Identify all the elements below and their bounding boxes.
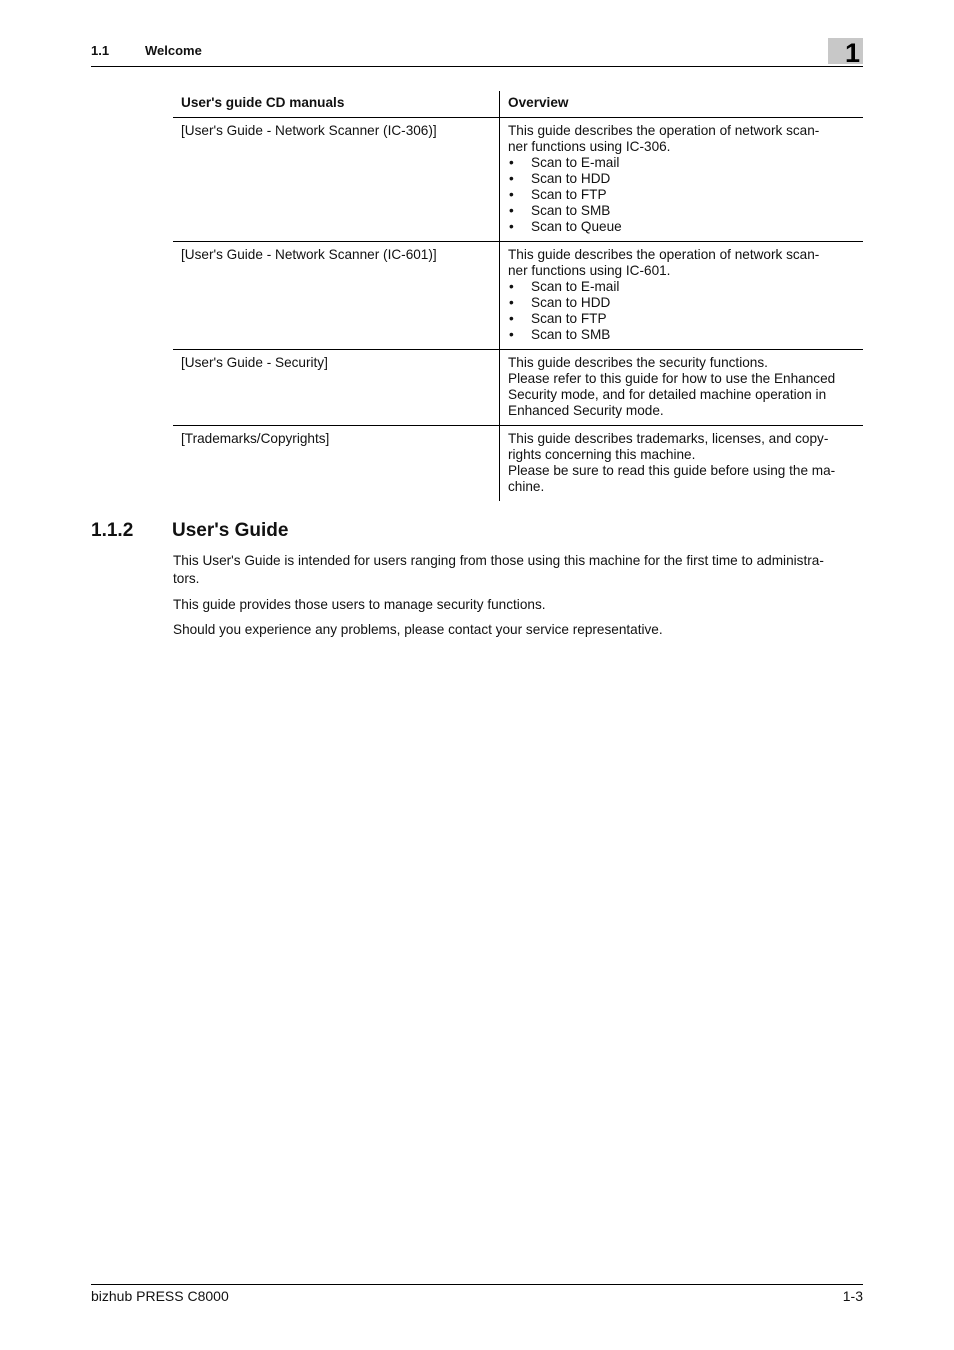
overview-cell (500, 350, 864, 426)
footer-page-number: 1-3 (842, 1288, 863, 1304)
table-row (173, 118, 863, 242)
table-header-row (173, 91, 863, 118)
table-row (173, 242, 863, 350)
bullet-item: • Scan to HDD (508, 295, 855, 311)
overview-line: ner functions using IC-601. (508, 263, 671, 278)
manual-name-cell: [User's Guide - Network Scanner (IC-306)] (173, 118, 500, 242)
column-header-manuals: User's guide CD manuals (173, 91, 500, 118)
overview-cell (500, 242, 864, 350)
overview-line: This guide describes trademarks, licenses, and copy- (508, 431, 829, 446)
manuals-table (173, 91, 863, 501)
header-section-number: 1.1 (91, 43, 110, 58)
overview-line: Please refer to this guide for how to use the Enhanced (508, 371, 836, 386)
table-row (173, 426, 863, 502)
page-header (91, 36, 863, 67)
column-header-overview: Overview (500, 91, 864, 118)
bullet-item: • Scan to FTP (508, 187, 855, 203)
overview-line: ner functions using IC-306. (508, 139, 671, 154)
bullet-item: • Scan to E-mail (508, 279, 855, 295)
footer-product-name: bizhub PRESS C8000 (91, 1288, 229, 1304)
paragraph-contact: Should you experience any problems, please contact your service representative. (173, 622, 663, 637)
section-title: User's Guide (172, 520, 289, 541)
bullet-item: • Scan to FTP (508, 311, 855, 327)
bullet-item: • Scan to SMB (508, 327, 855, 343)
manual-name-cell: [User's Guide - Security] (173, 350, 500, 426)
overview-line: Please be sure to read this guide before using the ma- (508, 463, 836, 478)
paragraph-line: tors. (173, 571, 200, 586)
manual-name-cell: [Trademarks/Copyrights] (173, 426, 500, 502)
bullet-item: • Scan to SMB (508, 203, 855, 219)
chapter-number: 1 (844, 38, 860, 68)
overview-line: Enhanced Security mode. (508, 403, 664, 418)
table-row (173, 350, 863, 426)
paragraph-intro (173, 552, 863, 588)
overview-line: rights concerning this machine. (508, 447, 696, 462)
header-section-title: Welcome (145, 43, 202, 58)
paragraph-line: This User's Guide is intended for users ranging from those using this machine for the first time to administra- (173, 553, 824, 568)
manual-name-cell: [User's Guide - Network Scanner (IC-601)] (173, 242, 500, 350)
bullet-item: • Scan to HDD (508, 171, 855, 187)
bullet-item: • Scan to Queue (508, 219, 855, 235)
bullet-item: • Scan to E-mail (508, 155, 855, 171)
overview-line: This guide describes the operation of network scan- (508, 247, 820, 262)
overview-line: Security mode, and for detailed machine operation in (508, 387, 827, 402)
overview-cell (500, 426, 864, 502)
overview-line: This guide describes the security functions. (508, 355, 768, 370)
overview-cell (500, 118, 864, 242)
section-number: 1.1.2 (91, 520, 134, 541)
page-footer (91, 1284, 863, 1305)
overview-line: This guide describes the operation of network scan- (508, 123, 820, 138)
chapter-tab (828, 38, 863, 68)
paragraph-purpose: This guide provides those users to manage security functions. (173, 597, 546, 612)
section-heading (91, 520, 288, 542)
overview-line: chine. (508, 479, 545, 494)
